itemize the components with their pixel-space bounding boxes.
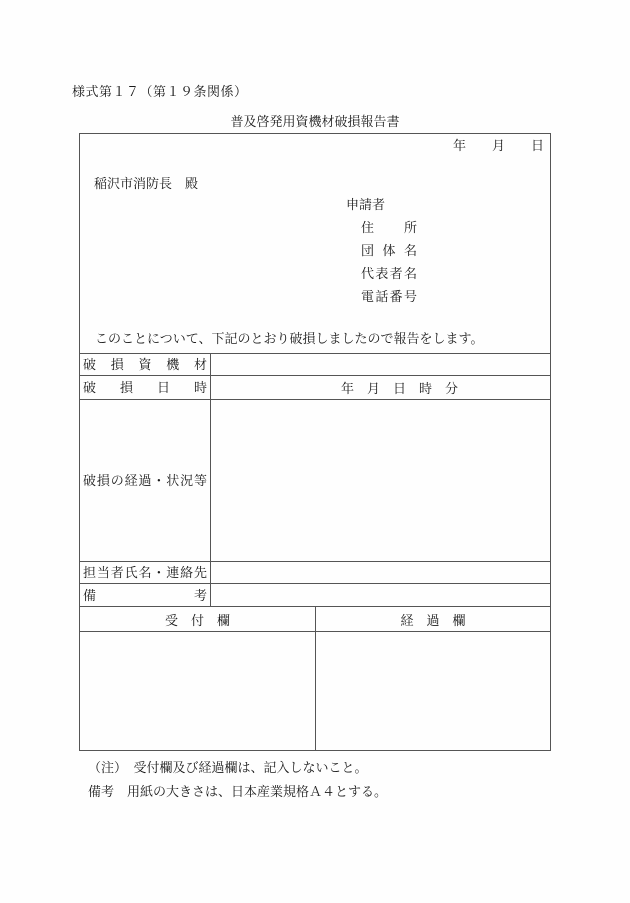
representative-label: 代表者名: [361, 266, 417, 281]
addressee: 稲沢市消防長 殿: [94, 176, 199, 191]
applicant-field-address: [361, 220, 417, 236]
progress-column-header: 経 過 欄: [400, 612, 466, 628]
damage-datetime-label: 破損日時: [83, 380, 207, 395]
report-date-line: 年 月 日: [452, 138, 544, 153]
damaged-equipment-value-cell: [211, 354, 550, 375]
table-row: [80, 353, 550, 375]
applicant-field-phone: [361, 289, 417, 305]
damage-datetime-value-cell: 年 月 日 時 分: [340, 381, 458, 396]
applicant-block: [346, 197, 417, 305]
applicant-label: 申請者: [346, 197, 386, 212]
form-number: 様式第１７（第１９条関係）: [72, 84, 248, 99]
declaration-text: このことについて、下記のとおり破損しましたので報告をします。: [95, 331, 484, 346]
table-row: [80, 583, 550, 606]
form-box: [79, 133, 551, 751]
phone-label: 電話番号: [361, 289, 417, 304]
reception-column-cell: [80, 632, 316, 750]
applicant-field-organization: [361, 243, 417, 259]
damage-details-value-cell: [211, 400, 550, 561]
table-row: [80, 561, 550, 583]
applicant-field-representative: [361, 266, 417, 282]
damaged-equipment-label: 破損資機材: [83, 357, 207, 372]
reception-column-header: 受 付 欄: [80, 607, 316, 631]
damage-details-label: 破損の経過・状況等: [83, 473, 207, 488]
damaged-equipment-label-cell: [80, 354, 211, 375]
progress-column-cell: [316, 632, 550, 750]
note-paper-size: 備考 用紙の大きさは、日本産業規格Ａ４とする。: [88, 784, 388, 799]
damage-datetime-label-cell: [80, 376, 211, 399]
contact-person-label: 担当者氏名・連絡先: [83, 565, 207, 580]
damage-details-label-cell: [80, 400, 211, 561]
table-row: [80, 375, 550, 399]
contact-person-value-cell: [211, 562, 550, 583]
address-label: 住所: [361, 220, 417, 235]
remarks-label-cell: [80, 584, 211, 606]
organization-label: 団体名: [361, 243, 417, 258]
remarks-label: 備考: [83, 587, 207, 603]
contact-person-label-cell: [80, 562, 211, 583]
page-title: 普及啓発用資機材破損報告書: [230, 114, 400, 129]
form-table: [80, 353, 550, 750]
note-no-entry: （注） 受付欄及び経過欄は、記入しないこと。: [88, 760, 368, 775]
remarks-value-cell: [211, 584, 550, 606]
table-row: [80, 631, 550, 750]
table-row: [80, 399, 550, 561]
table-row: [80, 606, 550, 631]
